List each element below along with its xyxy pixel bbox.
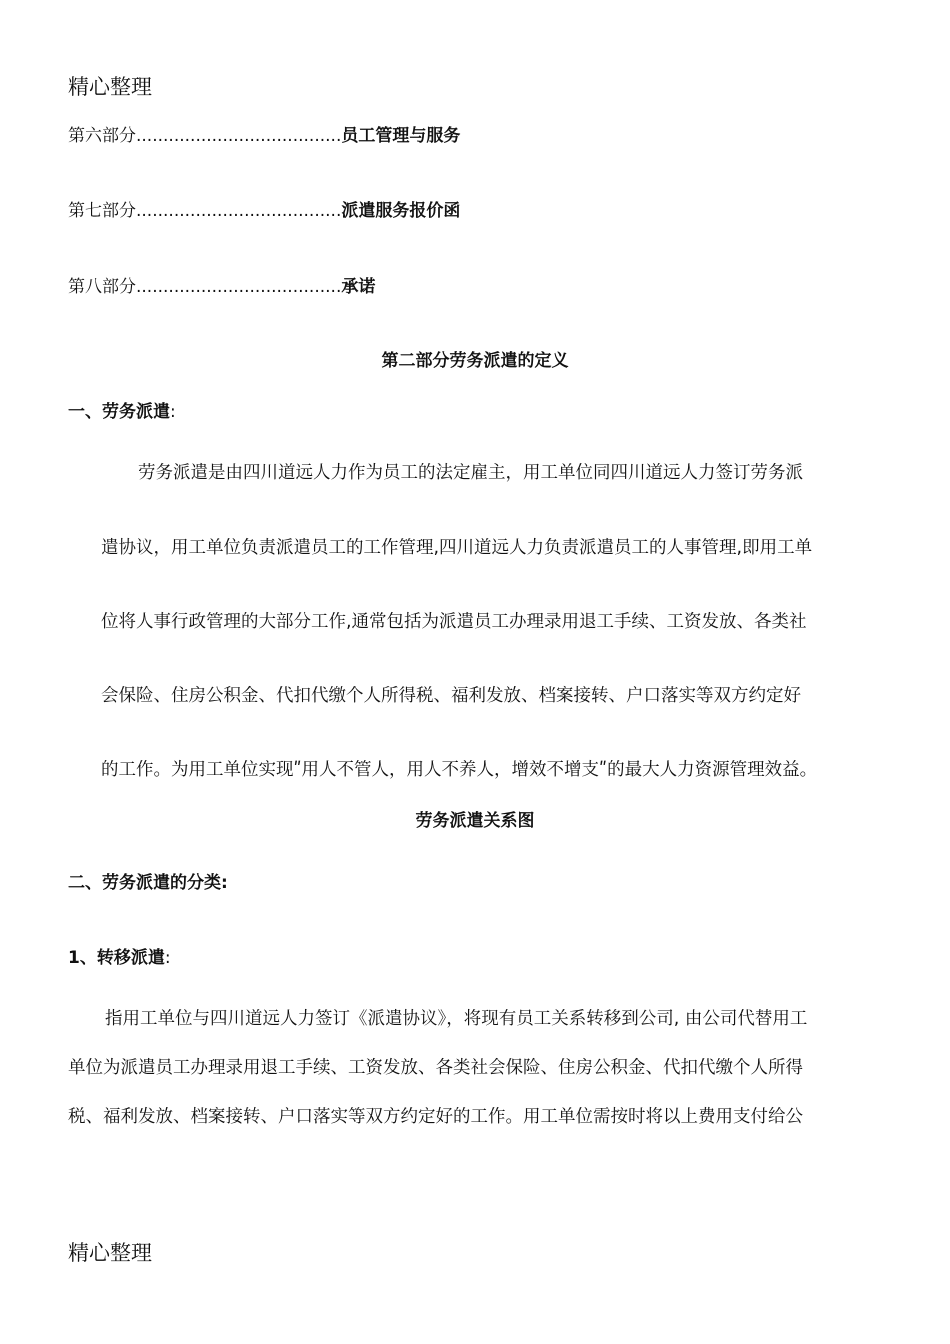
toc-leader-dots: ...................................... xyxy=(136,277,342,297)
toc-entry-part-8 xyxy=(68,272,375,297)
heading-text: 1、转移派遣 xyxy=(68,948,165,968)
page-header: 精心整理 xyxy=(68,75,152,99)
paragraph-line: 的工作。为用工单位实现ʺ用人不管人，用人不养人，增效不增支ʺ的最大人力资源管理效益。 xyxy=(101,760,818,780)
paragraph-line: 会保险、住房公积金、代扣代缴个人所得税、福利发放、档案接转、户口落实等双方约定好 xyxy=(101,686,801,706)
heading-text: 一、劳务派遣 xyxy=(68,402,170,422)
heading-colon: : xyxy=(164,948,171,968)
toc-title: 派遣服务报价函 xyxy=(341,201,461,221)
toc-title: 员工管理与服务 xyxy=(341,126,461,146)
paragraph-line: 劳务派遣是由四川道远人力作为员工的法定雇主，用工单位同四川道远人力签订劳务派 xyxy=(138,463,803,483)
section-title: 第二部分劳务派遣的定义 xyxy=(381,351,569,371)
heading-transfer-dispatch xyxy=(68,943,171,968)
paragraph-line: 单位为派遣员工办理录用退工手续、工资发放、各类社会保险、住房公积金、代扣代缴个人所得 xyxy=(68,1058,803,1078)
page-footer: 精心整理 xyxy=(68,1241,152,1265)
toc-label: 第八部分 xyxy=(68,277,136,297)
paragraph-line: 税、福利发放、档案接转、户口落实等双方约定好的工作。用工单位需按时将以上费用支付给公 xyxy=(68,1107,803,1127)
heading-classification: 二、劳务派遣的分类: xyxy=(68,873,228,893)
toc-leader-dots: ...................................... xyxy=(136,126,342,146)
toc-label: 第六部分 xyxy=(68,126,136,146)
toc-title: 承诺 xyxy=(341,277,376,297)
toc-leader-dots: ...................................... xyxy=(136,201,342,221)
heading-colon: : xyxy=(170,402,176,422)
heading-labor-dispatch xyxy=(68,397,176,422)
diagram-title: 劳务派遣关系图 xyxy=(415,811,535,831)
toc-label: 第七部分 xyxy=(68,201,136,221)
paragraph-line: 指用工单位与四川道远人力签订《派遣协议》，将现有员工关系转移到公司, 由公司代替用工 xyxy=(105,1009,808,1029)
toc-entry-part-7 xyxy=(68,196,460,221)
toc-entry-part-6 xyxy=(68,121,460,146)
paragraph-line: 位将人事行政管理的大部分工作,通常包括为派遣员工办理录用退工手续、工资发放、各类社 xyxy=(101,612,807,632)
paragraph-line: 遣协议，用工单位负责派遣员工的工作管理,四川道远人力负责派遣员工的人事管理,即用工单 xyxy=(101,538,813,558)
